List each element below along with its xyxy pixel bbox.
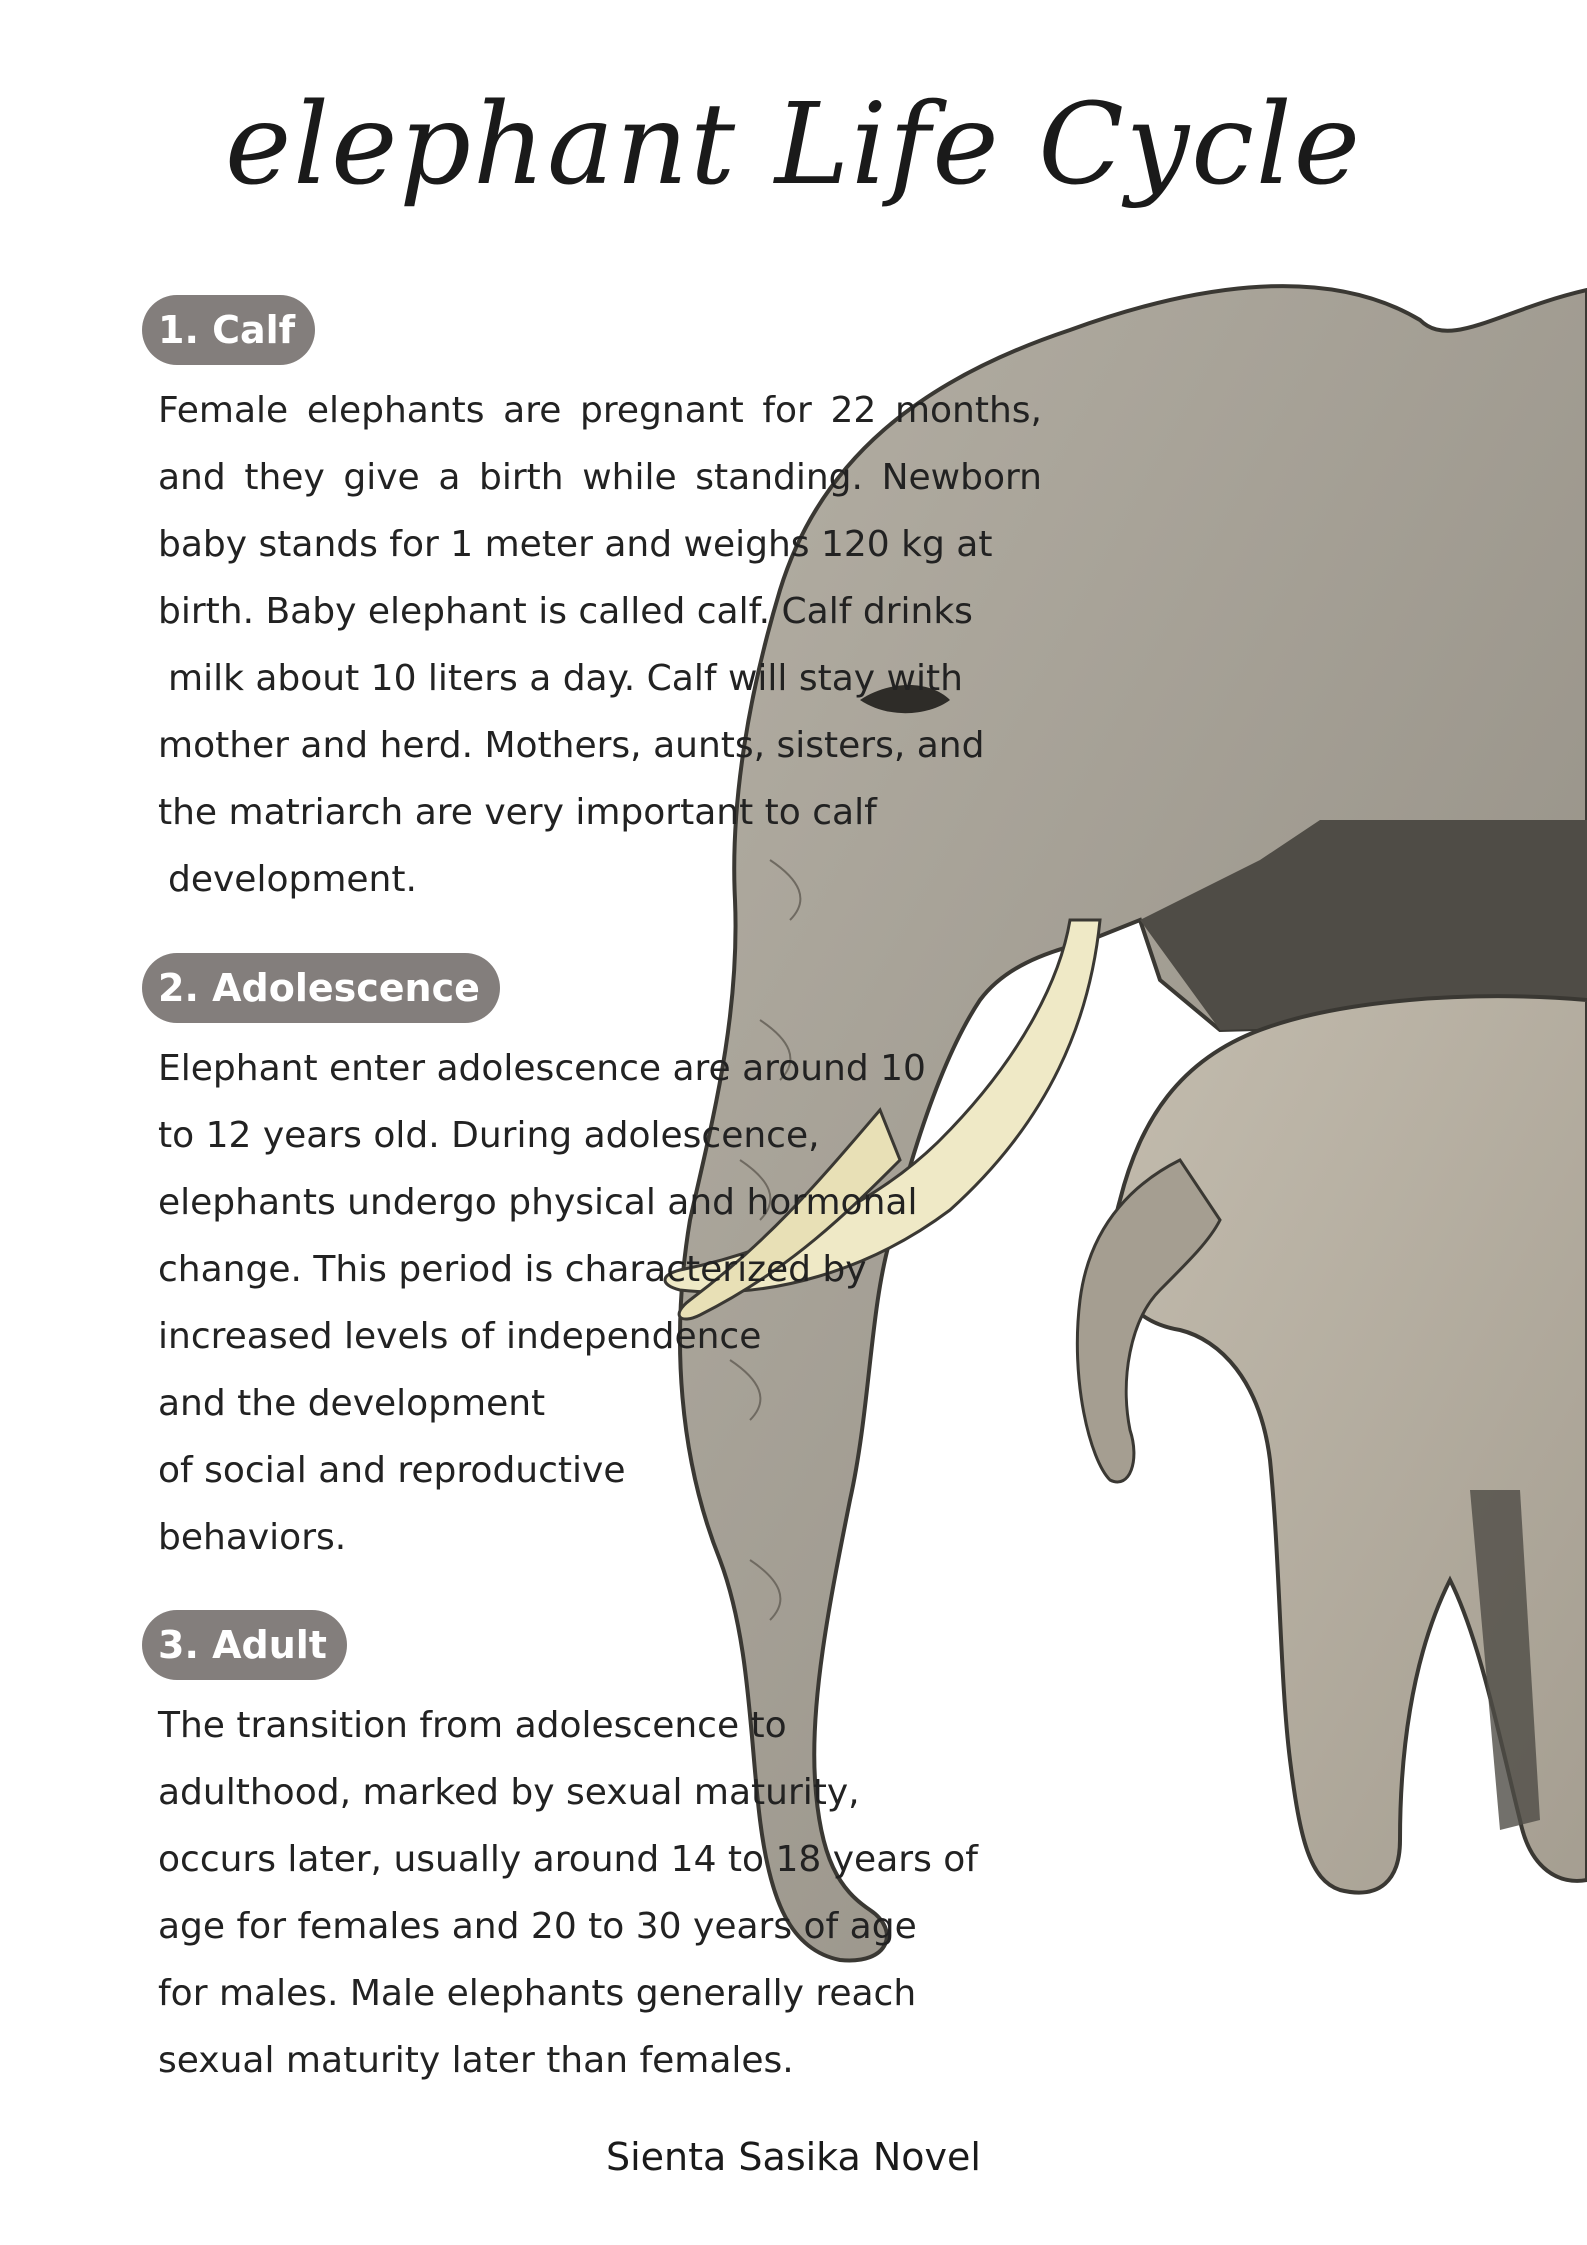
text-line: for males. Male elephants generally reach (158, 1973, 917, 2014)
section-heading-adolescence: 2. Adolescence (142, 953, 500, 1023)
text-line: of social and reproductive (158, 1450, 626, 1491)
text-line: the matriarch are very important to calf (158, 792, 877, 833)
text-line: birth. Baby elephant is called calf. Calf drinks (158, 591, 973, 632)
text-line: and the development (158, 1383, 546, 1424)
text-line: Elephant enter adolescence are around 10 (158, 1048, 926, 1089)
section-calf (142, 295, 1042, 913)
text-line: milk about 10 liters a day. Calf will stay with (168, 658, 963, 699)
page-title: elephant Life Cycle (224, 80, 1363, 210)
text-line: increased levels of independence (158, 1316, 762, 1357)
text-line: baby stands for 1 meter and weighs 120 kg at (158, 524, 993, 565)
section-heading-calf: 1. Calf (142, 295, 315, 365)
section-body-adolescence (158, 1035, 926, 1571)
section-body-calf (158, 377, 1042, 913)
text-line: development. (168, 859, 417, 900)
author-credit: Sienta Sasika Novel (606, 2135, 981, 2179)
text-line: age for females and 20 to 30 years of age (158, 1906, 917, 1947)
section-heading-adult: 3. Adult (142, 1610, 347, 1680)
text-line: to 12 years old. During adolescence, (158, 1115, 820, 1156)
text-line: change. This period is characterized by (158, 1249, 867, 1290)
text-line: behaviors. (158, 1517, 347, 1558)
section-adolescence (142, 953, 926, 1571)
text-line: adulthood, marked by sexual maturity, (158, 1772, 860, 1813)
text-line: sexual maturity later than females. (158, 2040, 794, 2081)
text-line: occurs later, usually around 14 to 18 years of (158, 1839, 978, 1880)
section-adult (142, 1610, 978, 2094)
text-line: Female elephants are pregnant for 22 months, (158, 390, 1042, 431)
text-line: elephants undergo physical and hormonal (158, 1182, 918, 1223)
section-body-adult (158, 1692, 978, 2094)
text-line: and they give a birth while standing. Newborn (158, 457, 1042, 498)
text-line: mother and herd. Mothers, aunts, sisters, and (158, 725, 985, 766)
text-line: The transition from adolescence to (158, 1705, 787, 1746)
